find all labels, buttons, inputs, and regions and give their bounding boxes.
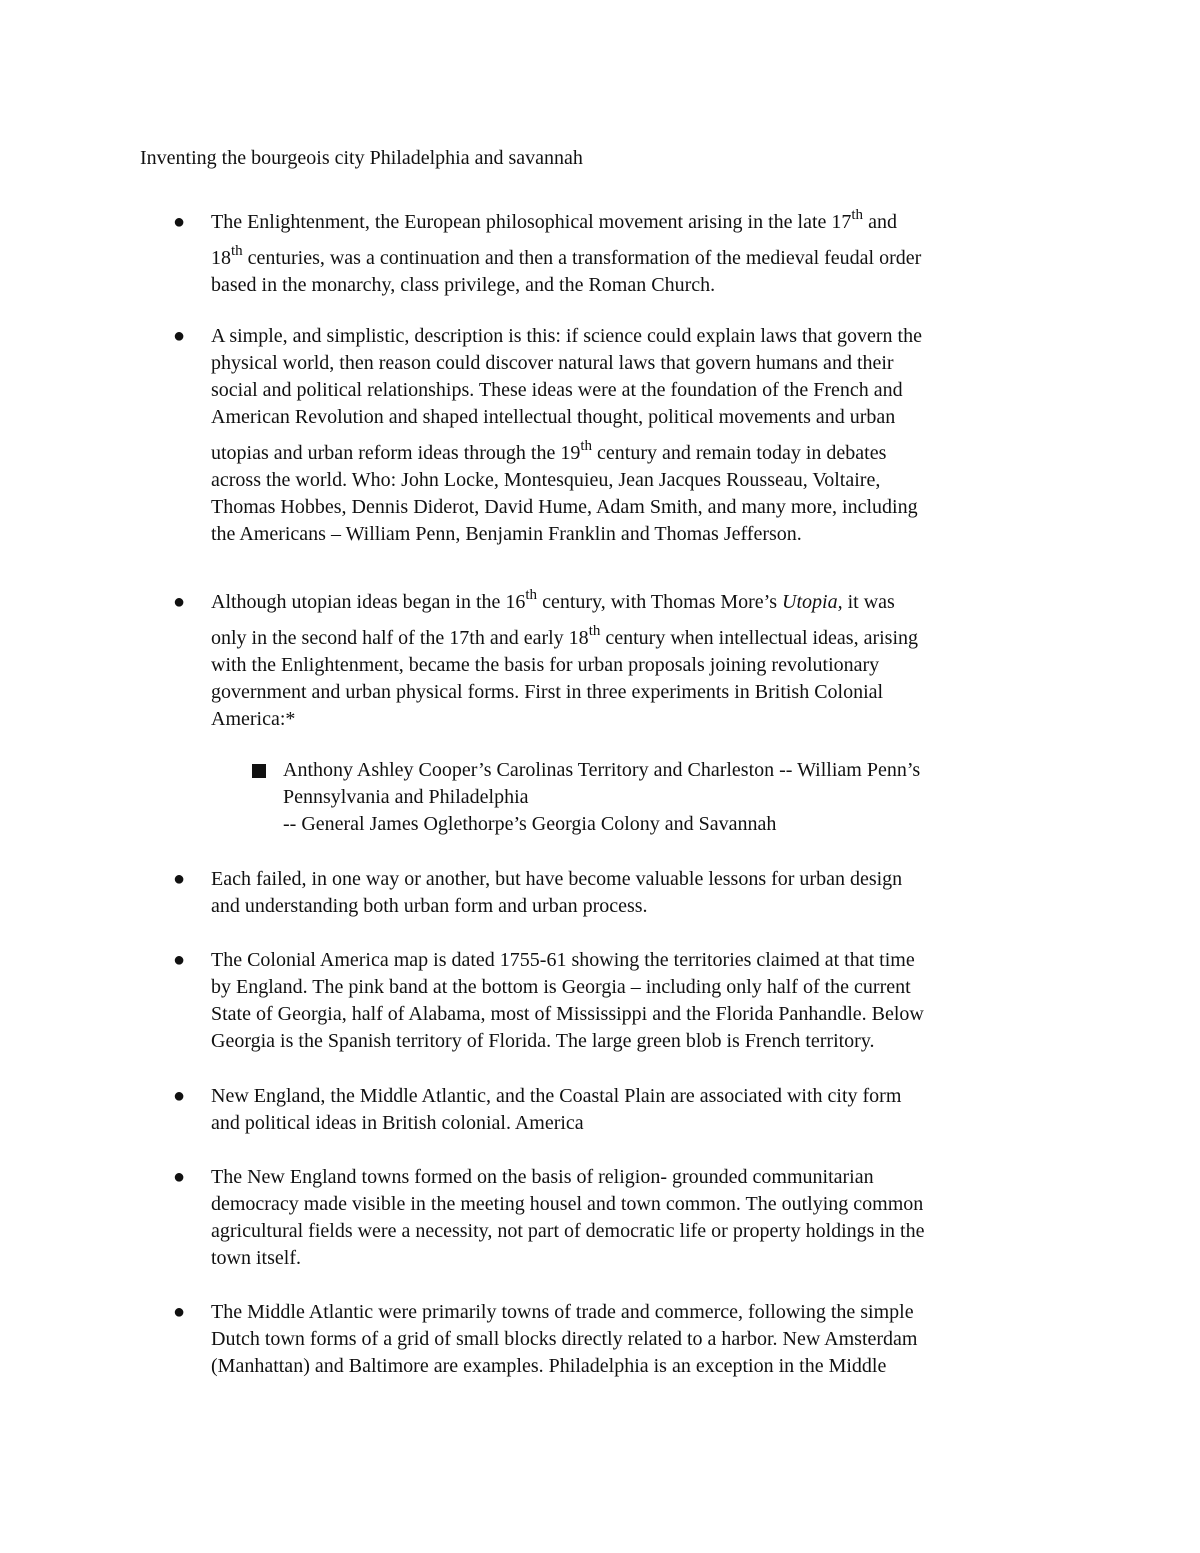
ordinal-superscript: th: [851, 207, 864, 223]
bullet-icon: ●: [172, 1085, 186, 1107]
text-run: 18: [211, 247, 231, 269]
sub-list-item: [283, 757, 1063, 838]
text-line: [211, 236, 1061, 272]
text-run: physical world, then reason could discover natural laws that govern humans and their: [211, 352, 894, 374]
text-run: only in the second half of the 17th and early 18: [211, 627, 589, 649]
text-line: [211, 1028, 1061, 1055]
text-line: [211, 323, 1061, 350]
text-line: [211, 974, 1061, 1001]
bullet-icon: ●: [172, 325, 186, 347]
text-line: [211, 1191, 1061, 1218]
text-line: [211, 679, 1061, 706]
text-run: the Americans – William Penn, Benjamin Franklin and Thomas Jefferson.: [211, 523, 802, 545]
text-run: centuries, was a continuation and then a transformation of the medieval feudal order: [242, 247, 922, 269]
text-line: [211, 350, 1061, 377]
text-line: [211, 616, 1061, 652]
text-run: The Enlightenment, the European philosophical movement arising in the late 17: [211, 211, 852, 233]
text-run: A simple, and simplistic, description is this: if science could explain laws that govern the: [211, 325, 922, 347]
bullet-icon: ●: [172, 1301, 186, 1323]
text-run: Georgia is the Spanish territory of Florida. The large green blob is French territory.: [211, 1030, 875, 1052]
text-line: [211, 706, 1061, 733]
text-line: [283, 784, 1063, 811]
text-run: Dutch town forms of a grid of small blocks directly related to a harbor. New Amsterdam: [211, 1328, 918, 1350]
text-run: Although utopian ideas began in the 16: [211, 591, 526, 613]
text-line: [211, 893, 1061, 920]
text-run: agricultural fields were a necessity, not part of democratic life or property holdings in the: [211, 1220, 925, 1242]
text-run: State of Georgia, half of Alabama, most of Mississippi and the Florida Panhandle. Below: [211, 1003, 924, 1025]
text-line: [211, 866, 1061, 893]
text-line: [211, 1218, 1061, 1245]
text-line: [211, 1299, 1061, 1326]
bullet-icon: ●: [172, 868, 186, 890]
text-run: government and urban physical forms. First in three experiments in British Colonial: [211, 681, 884, 703]
square-bullet-icon: [252, 764, 266, 778]
document-title: Inventing the bourgeois city Philadelphia and savannah: [140, 147, 583, 169]
text-line: [211, 200, 1061, 236]
text-run: century, with Thomas More’s: [537, 591, 783, 613]
list-item: [211, 580, 1061, 733]
text-run: and political ideas in British colonial. America: [211, 1112, 584, 1134]
text-line: [211, 1110, 1061, 1137]
text-line: [211, 467, 1061, 494]
text-run: Pennsylvania and Philadelphia: [283, 786, 529, 808]
text-run: and: [863, 211, 897, 233]
italic-title: Utopia,: [782, 591, 843, 613]
text-line: [211, 404, 1061, 431]
text-run: American Revolution and shaped intellectual thought, political movements and urban: [211, 406, 896, 428]
text-run: and understanding both urban form and urban process.: [211, 895, 648, 917]
text-line: [211, 431, 1061, 467]
ordinal-superscript: th: [580, 438, 593, 454]
text-run: The Colonial America map is dated 1755-61 showing the territories claimed at that time: [211, 949, 915, 971]
text-run: The Middle Atlantic were primarily towns of trade and commerce, following the simple: [211, 1301, 914, 1323]
list-item: [211, 947, 1061, 1055]
text-line: [211, 1326, 1061, 1353]
text-line: [211, 1245, 1061, 1272]
text-run: The New England towns formed on the basis of religion- grounded communitarian: [211, 1166, 874, 1188]
list-item: [211, 1164, 1061, 1272]
text-line: [211, 1353, 1061, 1380]
text-line: [211, 947, 1061, 974]
text-run: across the world. Who: John Locke, Montesquieu, Jean Jacques Rousseau, Voltaire,: [211, 469, 881, 491]
text-run: based in the monarchy, class privilege, and the Roman Church.: [211, 274, 716, 296]
list-item: [211, 1299, 1061, 1380]
text-run: with the Enlightenment, became the basis for urban proposals joining revolutionary: [211, 654, 880, 676]
bullet-icon: ●: [172, 1166, 186, 1188]
bullet-icon: ●: [172, 591, 186, 613]
list-item: [211, 1083, 1061, 1137]
text-run: democracy made visible in the meeting housel and town common. The outlying common: [211, 1193, 924, 1215]
ordinal-superscript: th: [231, 243, 243, 259]
bullet-icon: ●: [172, 949, 186, 971]
ordinal-superscript: th: [525, 587, 538, 603]
text-line: [211, 494, 1061, 521]
text-line: [211, 580, 1061, 616]
text-run: by England. The pink band at the bottom is Georgia – including only half of the current: [211, 976, 911, 998]
text-line: [211, 521, 1061, 548]
text-line: [211, 377, 1061, 404]
text-run: utopias and urban reform ideas through the 19: [211, 442, 581, 464]
text-run: it was: [842, 591, 895, 613]
list-item: [211, 323, 1061, 548]
text-line: [211, 272, 1061, 299]
text-line: [211, 1164, 1061, 1191]
text-run: century and remain today in debates: [592, 442, 887, 464]
text-run: town itself.: [211, 1247, 301, 1269]
bullet-icon: ●: [172, 211, 186, 233]
text-line: [283, 811, 1063, 838]
text-run: Anthony Ashley Cooper’s Carolinas Territory and Charleston -- William Penn’s: [283, 759, 921, 781]
text-run: (Manhattan) and Baltimore are examples. Philadelphia is an exception in the Middle: [211, 1355, 887, 1377]
text-run: -- General James Oglethorpe’s Georgia Colony and Savannah: [283, 813, 777, 835]
text-run: century when intellectual ideas, arising: [600, 627, 919, 649]
text-line: [211, 1001, 1061, 1028]
text-run: social and political relationships. These ideas were at the foundation of the French and: [211, 379, 903, 401]
text-run: New England, the Middle Atlantic, and the Coastal Plain are associated with city form: [211, 1085, 902, 1107]
list-item: [211, 866, 1061, 920]
text-run: Thomas Hobbes, Dennis Diderot, David Hume, Adam Smith, and many more, including: [211, 496, 918, 518]
text-run: Each failed, in one way or another, but have become valuable lessons for urban design: [211, 868, 903, 890]
text-line: [283, 757, 1063, 784]
ordinal-superscript: th: [588, 623, 601, 639]
text-run: America:*: [211, 708, 296, 730]
text-line: [211, 652, 1061, 679]
list-item: [211, 200, 1061, 299]
text-line: [211, 1083, 1061, 1110]
